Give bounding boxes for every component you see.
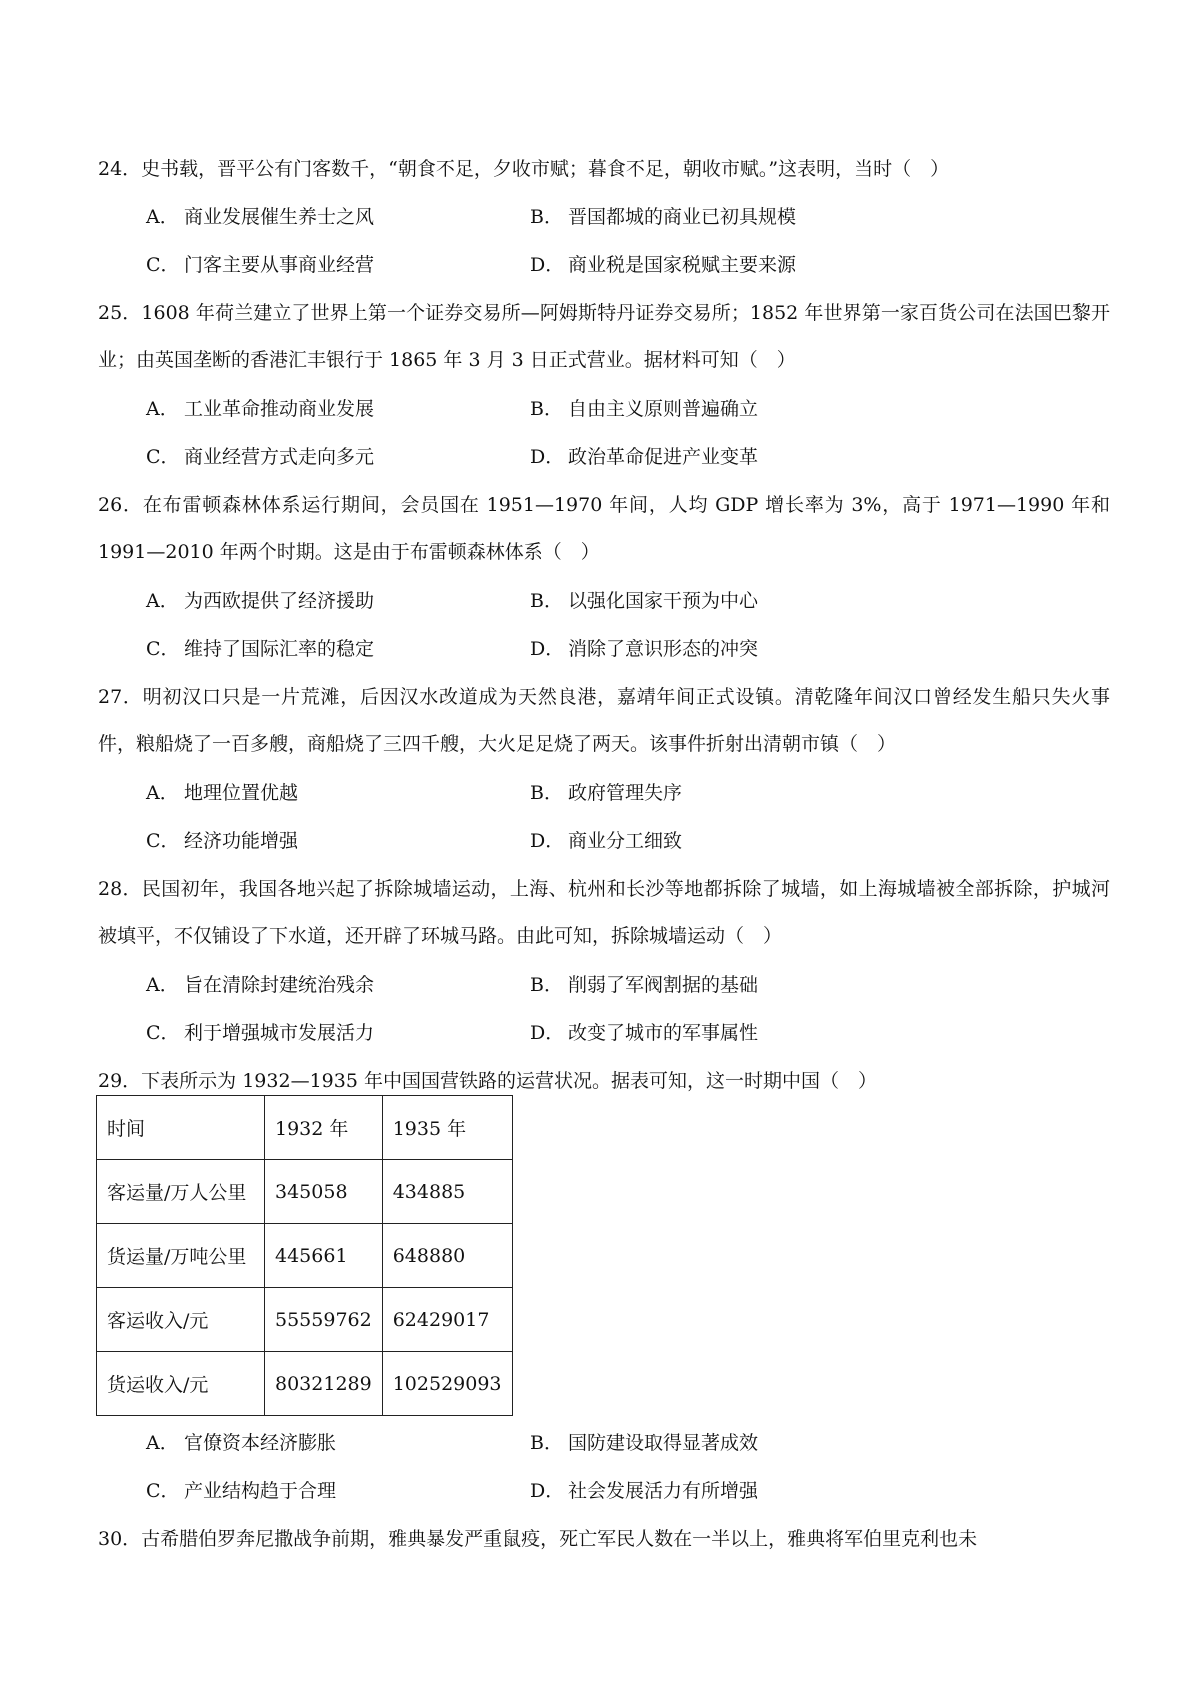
option-text: 工业革命推动商业发展: [184, 398, 375, 420]
option-letter: A．: [146, 1432, 179, 1454]
option-text: 门客主要从事商业经营: [184, 254, 375, 276]
table-cell: 80321289: [265, 1352, 383, 1416]
question-27-stem: 27．明初汉口只是一片荒滩，后因汉水改道成为天然良港，嘉靖年间正式设镇。清乾隆年间汉口曾经发生船只失火事件，粮船烧了一百多艘，商船烧了三四千艘，大火足足烧了两天。该事件折射出清朝市镇（ ）: [98, 686, 1110, 755]
option-letter: B．: [530, 1432, 563, 1454]
option-text: 自由主义原则普遍确立: [568, 398, 759, 420]
table-row: [97, 1352, 513, 1416]
option-letter: A．: [146, 398, 179, 420]
option-text: 社会发展活力有所增强: [568, 1480, 759, 1502]
option-letter: A．: [146, 782, 179, 804]
option-text: 以强化国家干预为中心: [568, 590, 759, 612]
option-text: 官僚资本经济膨胀: [184, 1432, 337, 1454]
option-text: 晋国都城的商业已初具规模: [568, 206, 797, 228]
option-letter: D．: [530, 446, 565, 468]
option-letter: C．: [146, 1022, 180, 1044]
q27-option-a[interactable]: [146, 780, 298, 806]
q24-option-b[interactable]: [530, 204, 796, 230]
question-25-stem: 25．1608 年荷兰建立了世界上第一个证券交易所—阿姆斯特丹证券交易所；1852 年世界第一家百货公司在法国巴黎开业；由英国垄断的香港汇丰银行于 1865 年 3 月 3 日正式营业。据材料可知（ ）: [98, 302, 1110, 371]
table-row: [97, 1160, 513, 1224]
table-cell: 445661: [265, 1224, 383, 1288]
option-text: 商业发展催生养士之风: [184, 206, 375, 228]
q24-option-a[interactable]: [146, 204, 374, 230]
table-cell: 客运收入/元: [97, 1288, 265, 1352]
option-letter: B．: [530, 782, 563, 804]
q27-option-d[interactable]: [530, 828, 682, 854]
option-letter: A．: [146, 590, 179, 612]
option-text: 改变了城市的军事属性: [568, 1022, 759, 1044]
option-letter: C．: [146, 1480, 180, 1502]
question-30-stem: 30．古希腊伯罗奔尼撒战争前期，雅典暴发严重鼠疫，死亡军民人数在一半以上，雅典将军伯里克利也未: [98, 1528, 978, 1550]
q29-option-a[interactable]: [146, 1430, 336, 1456]
q29-option-b[interactable]: [530, 1430, 758, 1456]
option-letter: D．: [530, 1480, 565, 1502]
option-text: 经济功能增强: [184, 830, 299, 852]
table-cell: 102529093: [382, 1352, 512, 1416]
option-letter: C．: [146, 254, 180, 276]
option-letter: D．: [530, 830, 565, 852]
option-text: 为西欧提供了经济援助: [184, 590, 375, 612]
q24-option-c[interactable]: [146, 252, 374, 278]
option-text: 国防建设取得显著成效: [568, 1432, 759, 1454]
option-letter: C．: [146, 446, 180, 468]
option-letter: C．: [146, 830, 180, 852]
q27-option-b[interactable]: [530, 780, 682, 806]
q25-option-c[interactable]: [146, 444, 374, 470]
table-row: [97, 1224, 513, 1288]
option-letter: B．: [530, 590, 563, 612]
option-text: 产业结构趋于合理: [184, 1480, 337, 1502]
q26-option-b[interactable]: [530, 588, 758, 614]
question-26-stem: 26．在布雷顿森林体系运行期间，会员国在 1951—1970 年间，人均 GDP 增长率为 3%，高于 1971—1990 年和 1991—2010 年两个时期。这是由于布雷顿森林体系（ ）: [98, 494, 1110, 563]
question-29-stem: 29．下表所示为 1932—1935 年中国国营铁路的运营状况。据表可知，这一时期中国（ ）: [98, 1070, 877, 1092]
q25-option-a[interactable]: [146, 396, 374, 422]
q28-option-a[interactable]: [146, 972, 374, 998]
q26-option-a[interactable]: [146, 588, 374, 614]
table-cell: 345058: [265, 1160, 383, 1224]
option-text: 维持了国际汇率的稳定: [184, 638, 375, 660]
table-cell: 62429017: [382, 1288, 512, 1352]
table-row: [97, 1288, 513, 1352]
q28-option-d[interactable]: [530, 1020, 758, 1046]
option-letter: A．: [146, 206, 179, 228]
table-header-row: [97, 1096, 513, 1160]
option-letter: B．: [530, 206, 563, 228]
table-cell: 货运收入/元: [97, 1352, 265, 1416]
q26-option-c[interactable]: [146, 636, 374, 662]
q25-option-d[interactable]: [530, 444, 758, 470]
table-cell: 55559762: [265, 1288, 383, 1352]
table-cell: 客运量/万人公里: [97, 1160, 265, 1224]
question-28-stem: 28．民国初年，我国各地兴起了拆除城墙运动，上海、杭州和长沙等地都拆除了城墙，如上海城墙被全部拆除，护城河被填平，不仅铺设了下水道，还开辟了环城马路。由此可知，拆除城墙运动（ ）: [98, 878, 1110, 947]
table-header-cell: 1935 年: [382, 1096, 512, 1160]
option-text: 商业税是国家税赋主要来源: [568, 254, 797, 276]
table-header-cell: 1932 年: [265, 1096, 383, 1160]
option-text: 利于增强城市发展活力: [184, 1022, 375, 1044]
table-cell: 648880: [382, 1224, 512, 1288]
q28-option-c[interactable]: [146, 1020, 374, 1046]
option-text: 商业分工细致: [568, 830, 683, 852]
option-text: 旨在清除封建统治残余: [184, 974, 375, 996]
option-letter: B．: [530, 974, 563, 996]
question-24-stem: 24．史书载，晋平公有门客数千，“朝食不足，夕收市赋；暮食不足，朝收市赋。”这表明，当时（ ）: [98, 158, 950, 180]
option-letter: D．: [530, 254, 565, 276]
railway-operations-table: [96, 1095, 513, 1416]
option-text: 商业经营方式走向多元: [184, 446, 375, 468]
option-letter: D．: [530, 638, 565, 660]
option-text: 削弱了军阀割据的基础: [568, 974, 759, 996]
q24-option-d[interactable]: [530, 252, 796, 278]
q28-option-b[interactable]: [530, 972, 758, 998]
option-text: 地理位置优越: [184, 782, 299, 804]
option-text: 消除了意识形态的冲突: [568, 638, 759, 660]
option-letter: B．: [530, 398, 563, 420]
q26-option-d[interactable]: [530, 636, 758, 662]
q29-option-d[interactable]: [530, 1478, 758, 1504]
table-header-cell: 时间: [97, 1096, 265, 1160]
q29-option-c[interactable]: [146, 1478, 336, 1504]
option-letter: C．: [146, 638, 180, 660]
q25-option-b[interactable]: [530, 396, 758, 422]
option-letter: D．: [530, 1022, 565, 1044]
option-text: 政府管理失序: [568, 782, 683, 804]
option-letter: A．: [146, 974, 179, 996]
option-text: 政治革命促进产业变革: [568, 446, 759, 468]
table-cell: 货运量/万吨公里: [97, 1224, 265, 1288]
table-cell: 434885: [382, 1160, 512, 1224]
q27-option-c[interactable]: [146, 828, 298, 854]
